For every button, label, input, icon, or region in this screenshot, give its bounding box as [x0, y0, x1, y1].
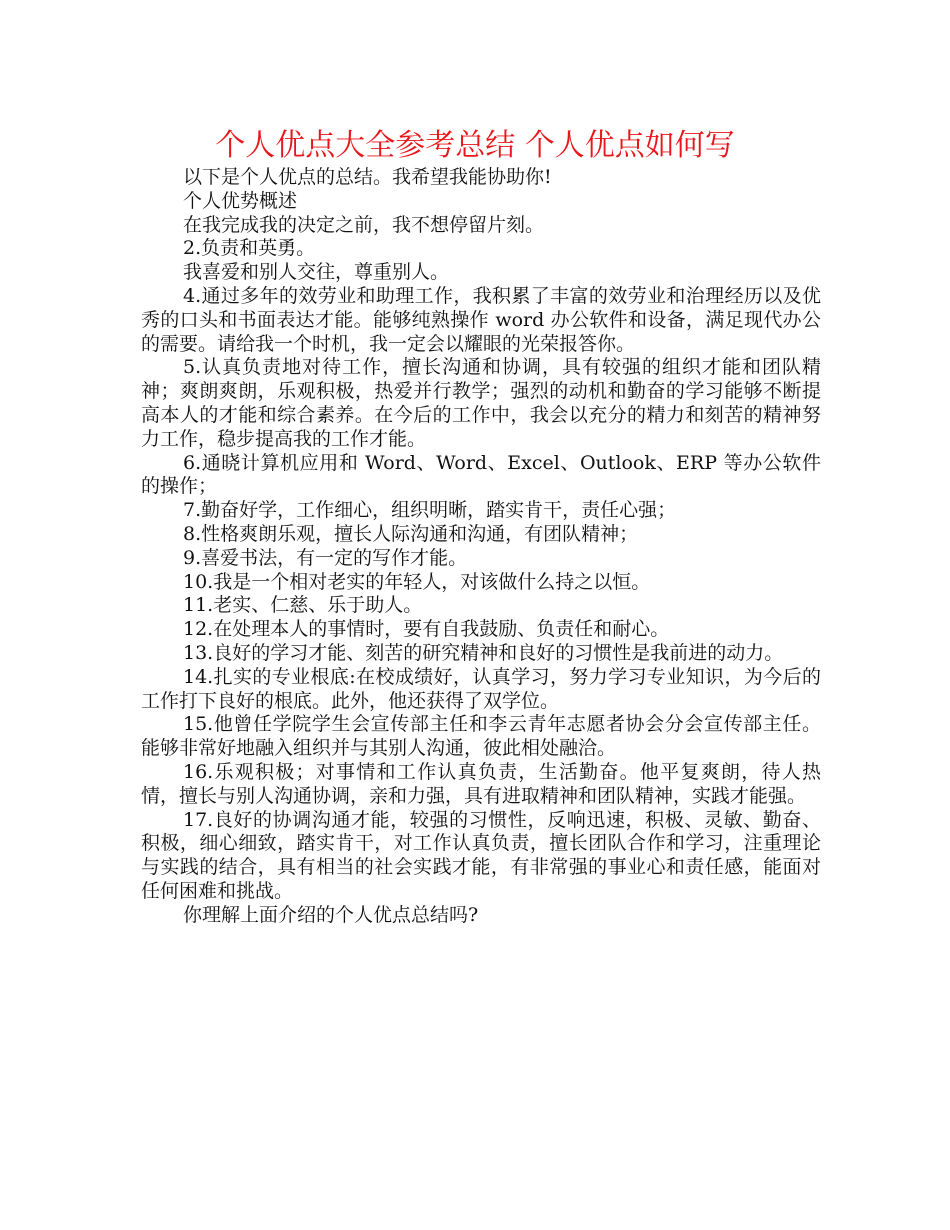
paragraph-intro: 以下是个人优点的总结。我希望我能协助你!	[183, 166, 552, 188]
document-body	[141, 166, 821, 928]
paragraph-item: 17.良好的协调沟通才能，较强的习惯性，反响迅速，积极、灵敏、勤奋、积极，细心细致，踏实肯干，对工作认真负责，擅长团队合作和学习，注重理论与实践的结合，具有相当的社会实践才能，有非常强的事业心和责任感，能面对任何困难和挑战。	[141, 808, 821, 902]
paragraph-item: 12.在处理本人的事情时，要有自我鼓励、负责任和耐心。	[183, 618, 670, 641]
paragraph-closing: 你理解上面介绍的个人优点总结吗?	[183, 903, 479, 926]
document-title: 个人优点大全参考总结 个人优点如何写	[215, 128, 735, 163]
paragraph-item: 8.性格爽朗乐观，擅长人际沟通和沟通，有团队精神；	[183, 522, 639, 545]
paragraph-item: 4.通过多年的效劳业和助理工作，我积累了丰富的效劳业和治理经历以及优秀的口头和书面表达才能。能够纯熟操作 word 办公软件和设备，满足现代办公的需要。请给我一个时机，我一定会以耀眼的光荣报答你。	[141, 284, 821, 355]
paragraph-item: 9.喜爱书法，有一定的写作才能。	[183, 546, 468, 569]
paragraph-item: 14.扎实的专业根底:在校成绩好，认真学习，努力学习专业知识，为今后的工作打下良好的根底。此外，他还获得了双学位。	[141, 665, 821, 712]
paragraph-item: 在我完成我的决定之前，我不想停留片刻。	[183, 213, 545, 236]
paragraph-item: 6.通晓计算机应用和 Word、Word、Excel、Outlook、ERP 等办公软件的操作；	[141, 451, 821, 498]
paragraph-item: 13.良好的学习才能、刻苦的研究精神和良好的习惯性是我前进的动力。	[183, 641, 784, 664]
paragraph-item: 10.我是一个相对老实的年轻人，对该做什么持之以恒。	[183, 570, 651, 593]
paragraph-item: 2.负责和英勇。	[183, 237, 316, 260]
paragraph-item: 我喜爱和别人交往，尊重别人。	[183, 261, 450, 284]
paragraph-item: 16.乐观积极；对事情和工作认真负责，生活勤奋。他平复爽朗，待人热情，擅长与别人沟通协调，亲和力强，具有进取精神和团队精神，实践才能强。	[141, 760, 821, 807]
paragraph-item: 7.勤奋好学，工作细心，组织明晰，踏实肯干，责任心强；	[183, 499, 677, 522]
paragraph-item: 11.老实、仁慈、乐于助人。	[183, 594, 423, 617]
paragraph-item: 5.认真负责地对待工作，擅长沟通和协调，具有较强的组织才能和团队精神；爽朗爽朗，乐观积极，热爱并行教学；强烈的动机和勤奋的学习能够不断提高本人的才能和综合素养。在今后的工作中，我会以充分的精力和刻苦的精神努力工作，稳步提高我的工作才能。	[141, 356, 821, 450]
paragraph-heading: 个人优势概述	[183, 189, 298, 212]
paragraph-item: 15.他曾任学院学生会宣传部主任和李云青年志愿者协会分会宣传部主任。能够非常好地融入组织并与其别人沟通，彼此相处融洽。	[141, 713, 821, 760]
